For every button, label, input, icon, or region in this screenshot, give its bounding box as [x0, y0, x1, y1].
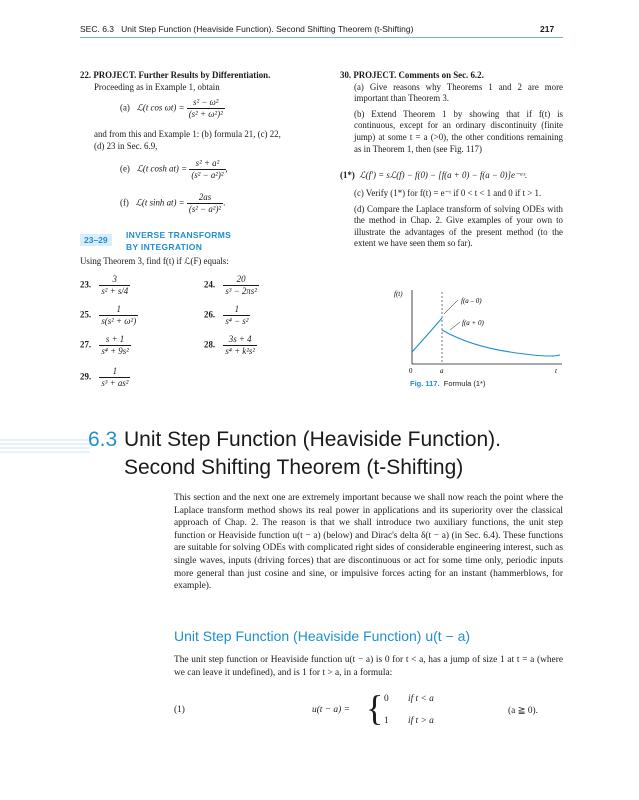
eq-22f-tail: .	[223, 197, 226, 208]
figure-117	[390, 284, 565, 374]
inverse-intro: Using Theorem 3, find f(t) if ℒ(F) equals:	[80, 256, 229, 266]
figure-caption	[410, 379, 485, 388]
problem-22-intro: Proceeding as in Example 1, obtain	[94, 81, 220, 92]
item-24-number: 24.	[204, 279, 216, 290]
subsection-paragraph: The unit step function or Heaviside function u(t − a) is 0 for t < a, has a jump of size 1 at t = a (where we can leave it undefined), and is 1 for t > a, in a formula:	[174, 655, 563, 678]
eq-1star-text: ℒ(f′) = sℒ(f) − f(0) − [f(a + 0) − f(a − 0)]e⁻ᵃˢ.	[359, 170, 528, 180]
item-26-den: s⁴ − s²	[225, 316, 249, 326]
fig-caption-text: Formula (1*)	[443, 379, 486, 388]
formula-1-case2-val: 1	[384, 716, 389, 726]
eq-22f-label: (f)	[120, 197, 129, 208]
fig-y-label: f(t)	[394, 290, 403, 298]
item-29-den: s³ + as²	[101, 378, 129, 388]
eq-22e-den: (s² − a²)²	[191, 170, 224, 180]
problem-30-cd	[354, 188, 563, 250]
item-25-number: 25.	[80, 309, 92, 320]
item-26-number: 26.	[204, 309, 216, 320]
fig-pointer-plus	[450, 322, 460, 330]
fig-x-origin: 0	[409, 367, 413, 374]
eq-22f-lhs: ℒ(t sinh at) =	[135, 197, 185, 208]
item-29-number: 29.	[80, 371, 92, 382]
section-title-line2: Second Shifting Theorem (t-Shifting)	[124, 456, 464, 479]
formula-1-lhs: u(t − a) =	[312, 705, 350, 715]
problem-30-a: (a) Give reasons why Theorems 1 and 2 are more important than Theorem 3.	[354, 81, 563, 104]
fig-curve-before	[412, 318, 442, 352]
inverse-heading	[80, 230, 112, 248]
header-section-ref: SEC. 6.3	[80, 24, 115, 34]
section-title-line1: Unit Step Function (Heaviside Function).	[124, 428, 502, 451]
problem-30-block	[340, 70, 563, 155]
eq-22a-label: (a)	[120, 102, 130, 113]
item-29-num: 1	[99, 366, 130, 378]
item-27-number: 27.	[80, 339, 92, 350]
equation-1star	[340, 170, 527, 181]
formula-1-case2-cond: if t > a	[408, 716, 434, 726]
header-rule	[80, 37, 563, 38]
eq-22f-num: 2as	[187, 192, 223, 204]
eq-22e-tail: ,	[225, 163, 228, 174]
formula-1-brace: {	[366, 688, 384, 728]
eq-22e-label: (e)	[120, 163, 130, 174]
problem-22-number: 22.	[80, 70, 92, 80]
section-decor-lines	[0, 436, 90, 456]
eq-22a-den: (s² + ω²)²	[188, 109, 223, 119]
eq-22e-lhs: ℒ(t cosh at) =	[136, 163, 188, 174]
section-number: 6.3	[88, 428, 118, 451]
item-28-den: s⁴ + k²s²	[225, 346, 255, 356]
fig-pointer-minus	[444, 300, 458, 314]
inverse-item-23	[80, 274, 130, 297]
item-27-den: s⁴ + 9s²	[101, 346, 129, 356]
eq-22a-num: s² − ω²	[187, 97, 225, 109]
problem-22-mid-2: (d) 23 in Sec. 6.9,	[94, 140, 158, 151]
formula-1-case1-val: 0	[384, 694, 389, 704]
item-23-num: 3	[99, 274, 130, 286]
inverse-item-25	[80, 304, 138, 327]
problem-22-mid-text	[94, 129, 319, 152]
item-23-den: s² + s/4	[101, 286, 129, 296]
item-28-num: 3s + 4	[223, 334, 257, 346]
item-23-number: 23.	[80, 279, 92, 290]
inverse-range-tag: 23–29	[80, 234, 112, 246]
item-27-num: s + 1	[99, 334, 131, 346]
problem-30-d: (d) Compare the Laplace transform of solving ODEs with the method in Chap. 2. Give examples of your own to illustrate the advantages of the present method (to the extent we have seen them so far).	[354, 203, 563, 249]
item-28-number: 28.	[204, 339, 216, 350]
fig-label-minus: f(a – 0)	[461, 297, 482, 305]
inverse-item-27	[80, 334, 131, 357]
fig-label-plus: f(a + 0)	[462, 319, 484, 327]
problem-22-heading	[80, 70, 316, 93]
item-26-num: 1	[223, 304, 250, 316]
problem-30-title: PROJECT. Comments on Sec. 6.2.	[353, 70, 484, 80]
subsection-title: Unit Step Function (Heaviside Function) u(t − a)	[174, 628, 471, 644]
item-25-num: 1	[99, 304, 138, 316]
equation-22f	[120, 192, 225, 215]
item-25-den: s(s² + ω²)	[101, 316, 137, 326]
eq-22a-lhs: ℒ(t cos ωt) =	[136, 102, 185, 113]
problem-30-b: (b) Extend Theorem 1 by showing that if f(t) is continuous, except for an ordinary discontinuity (finite jump) at some t = a (>0), the other conditions remaining as in Theorem 1, then (see Fig. 117)	[354, 108, 563, 154]
formula-1-label: (1)	[174, 705, 185, 715]
fig-curve-after	[442, 330, 560, 356]
fig-x-a: a	[440, 367, 444, 374]
fig-caption-prefix: Fig. 117.	[410, 379, 440, 388]
eq-1star-label: (1*)	[340, 170, 355, 180]
eq-22f-den: (s² − a²)²	[188, 204, 222, 214]
eq-22e-num: s² + a²	[189, 158, 225, 170]
formula-1-case1-cond: if t < a	[408, 694, 434, 704]
inverse-item-28	[204, 334, 257, 357]
problem-22-title: PROJECT. Further Results by Differentiation.	[93, 70, 271, 80]
formula-1-condition: (a ≧ 0).	[508, 706, 538, 716]
equation-22e	[120, 158, 228, 181]
problem-30-c: (c) Verify (1*) for f(t) = e⁻ᵗ if 0 < t < 1 and 0 if t > 1.	[354, 188, 542, 198]
inverse-item-24	[204, 274, 259, 297]
fig-x-t: t	[555, 367, 557, 374]
running-header	[80, 24, 413, 34]
inverse-item-26	[204, 304, 250, 327]
inverse-heading-line2: BY INTEGRATION	[126, 242, 203, 252]
problem-22-mid-1: and from this and Example 1: (b) formula 21, (c) 22,	[94, 129, 281, 139]
inverse-item-29	[80, 366, 130, 389]
page-number: 217	[540, 24, 555, 34]
item-24-den: s³ − 2πs²	[225, 286, 257, 296]
item-24-num: 20	[223, 274, 259, 286]
problem-30-number: 30.	[340, 70, 352, 80]
header-running-title: Unit Step Function (Heaviside Function). Second Shifting Theorem (t-Shifting)	[121, 24, 414, 34]
equation-22a	[120, 97, 225, 120]
section-intro-paragraph: This section and the next one are extremely important because we shall now reach the point where the Laplace transform method shows its real power in applications and its superiority over the classical approach of Chap. 2. The reason is that we shall introduce two auxiliary functions, the unit step function or Heaviside function u(t − a) (below) and Dirac's delta δ(t − a) (in Sec. 6.4). These functions are suitable for solving ODEs with complicated right sides of considerable engineering interest, such as single waves, inputs (driving forces) that are discontinuous or act for some time only, periodic inputs more general than just cosine and sine, or impulsive forces acting for an instant (hammerblows, for example).	[174, 493, 563, 592]
inverse-heading-line1: INVERSE TRANSFORMS	[126, 230, 232, 240]
